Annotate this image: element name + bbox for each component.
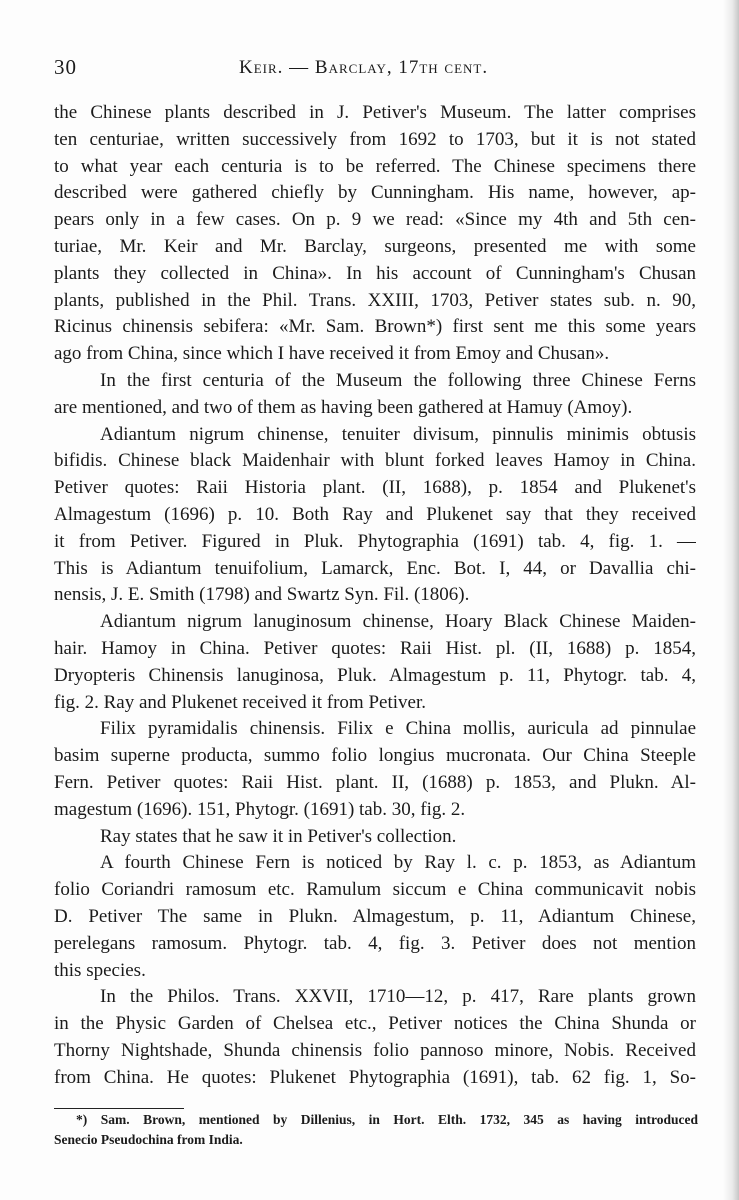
text-line: are mentioned, and two of them as having been gathered at Hamuy (Amoy). [54,396,633,418]
text-line: perelegans ramosum. Phytogr. tab. 4, fig. 3. Petiver does not mention [54,932,696,954]
text-line: In the Philos. Trans. XXVII, 1710—12, p. 417, Rare plants grown [100,986,696,1008]
text-line: basim superne producta, summo folio longius mucronata. Our China Steeple [54,745,696,767]
text-line: Almagestum (1696) p. 10. Both Ray and Plukenet say that they received [54,503,696,525]
text-line: turiae, Mr. Keir and Mr. Barclay, surgeons, presented me with some [54,235,696,257]
footnote-rule [54,1108,184,1109]
text-line: A fourth Chinese Fern is noticed by Ray l. c. p. 1853, as Adiantum [100,852,696,874]
text-line: described were gathered chiefly by Cunningham. His name, however, ap- [54,182,696,204]
text-line: Adiantum nigrum lanuginosum chinense, Hoary Black Chinese Maiden- [100,611,696,633]
page-number: 30 [54,55,77,79]
text-line: Ray states that he saw it in Petiver's collection. [100,825,457,847]
text-line: This is Adiantum tenuifolium, Lamarck, Enc. Bot. I, 44, or Davallia chi- [54,557,696,579]
text-line: Thorny Nightshade, Shunda chinensis folio pannoso minore, Nobis. Received [54,1039,696,1061]
text-line: nensis, J. E. Smith (1798) and Swartz Syn. Fil. (1806). [54,584,470,606]
text-line: fig. 2. Ray and Plukenet received it from Petiver. [54,691,426,713]
text-line: D. Petiver The same in Plukn. Almagestum, p. 11, Adiantum Chinese, [54,905,696,927]
text-line: In the first centuria of the Museum the following three Chinese Ferns [100,369,696,391]
text-line: plants, published in the Phil. Trans. XXIII, 1703, Petiver states sub. n. 90, [54,289,696,311]
page-header [54,55,694,83]
text-line: magestum (1696). 151, Phytogr. (1691) tab. 30, fig. 2. [54,798,466,820]
text-line: Petiver quotes: Raii Historia plant. (II, 1688), p. 1854 and Plukenet's [54,477,696,499]
body-text [54,100,696,1091]
running-head: Keir. — Barclay, 17th cent. [239,57,489,78]
page-edge-shadow [723,0,739,1200]
footnotes [54,1110,698,1150]
text-line: it from Petiver. Figured in Pluk. Phytographia (1691) tab. 4, fig. 1. — [54,530,696,552]
text-line: in the Physic Garden of Chelsea etc., Petiver notices the China Shunda or [54,1013,696,1035]
text-line: from China. He quotes: Plukenet Phytographia (1691), tab. 62 fig. 1, So- [54,1066,696,1088]
text-line: plants they collected in China». In his account of Cunningham's Chusan [54,262,696,284]
text-line: to what year each centuria is to be referred. The Chinese specimens there [54,155,696,177]
text-line: Adiantum nigrum chinense, tenuiter divisum, pinnulis minimis obtusis [100,423,696,445]
footnote-line: Senecio Pseudochina from India. [54,1132,243,1147]
text-line: Dryopteris Chinensis lanuginosa, Pluk. Almagestum p. 11, Phytogr. tab. 4, [54,664,696,686]
text-line: bifidis. Chinese black Maidenhair with blunt forked leaves Hamoy in China. [54,450,696,472]
text-line: ten centuriae, written successively from 1692 to 1703, but it is not stated [54,128,696,150]
text-line: Fern. Petiver quotes: Raii Hist. plant. II, (1688) p. 1853, and Plukn. Al- [54,771,696,793]
text-line: ago from China, since which I have received it from Emoy and Chusan». [54,343,610,365]
text-line: folio Coriandri ramosum etc. Ramulum siccum e China communicavit nobis [54,879,696,901]
text-line: Filix pyramidalis chinensis. Filix e China mollis, auricula ad pinnulae [100,718,696,740]
text-line: this species. [54,959,146,981]
text-line: Ricinus chinensis sebifera: «Mr. Sam. Brown*) first sent me this some years [54,316,696,338]
footnote-line: *) Sam. Brown, mentioned by Dillenius, in Hort. Elth. 1732, 345 as having introduced [76,1112,698,1127]
text-line: the Chinese plants described in J. Petiver's Museum. The latter comprises [54,102,696,123]
text-line: hair. Hamoy in China. Petiver quotes: Raii Hist. pl. (II, 1688) p. 1854, [54,637,696,659]
text-line: pears only in a few cases. On p. 9 we read: «Since my 4th and 5th cen- [54,209,696,231]
